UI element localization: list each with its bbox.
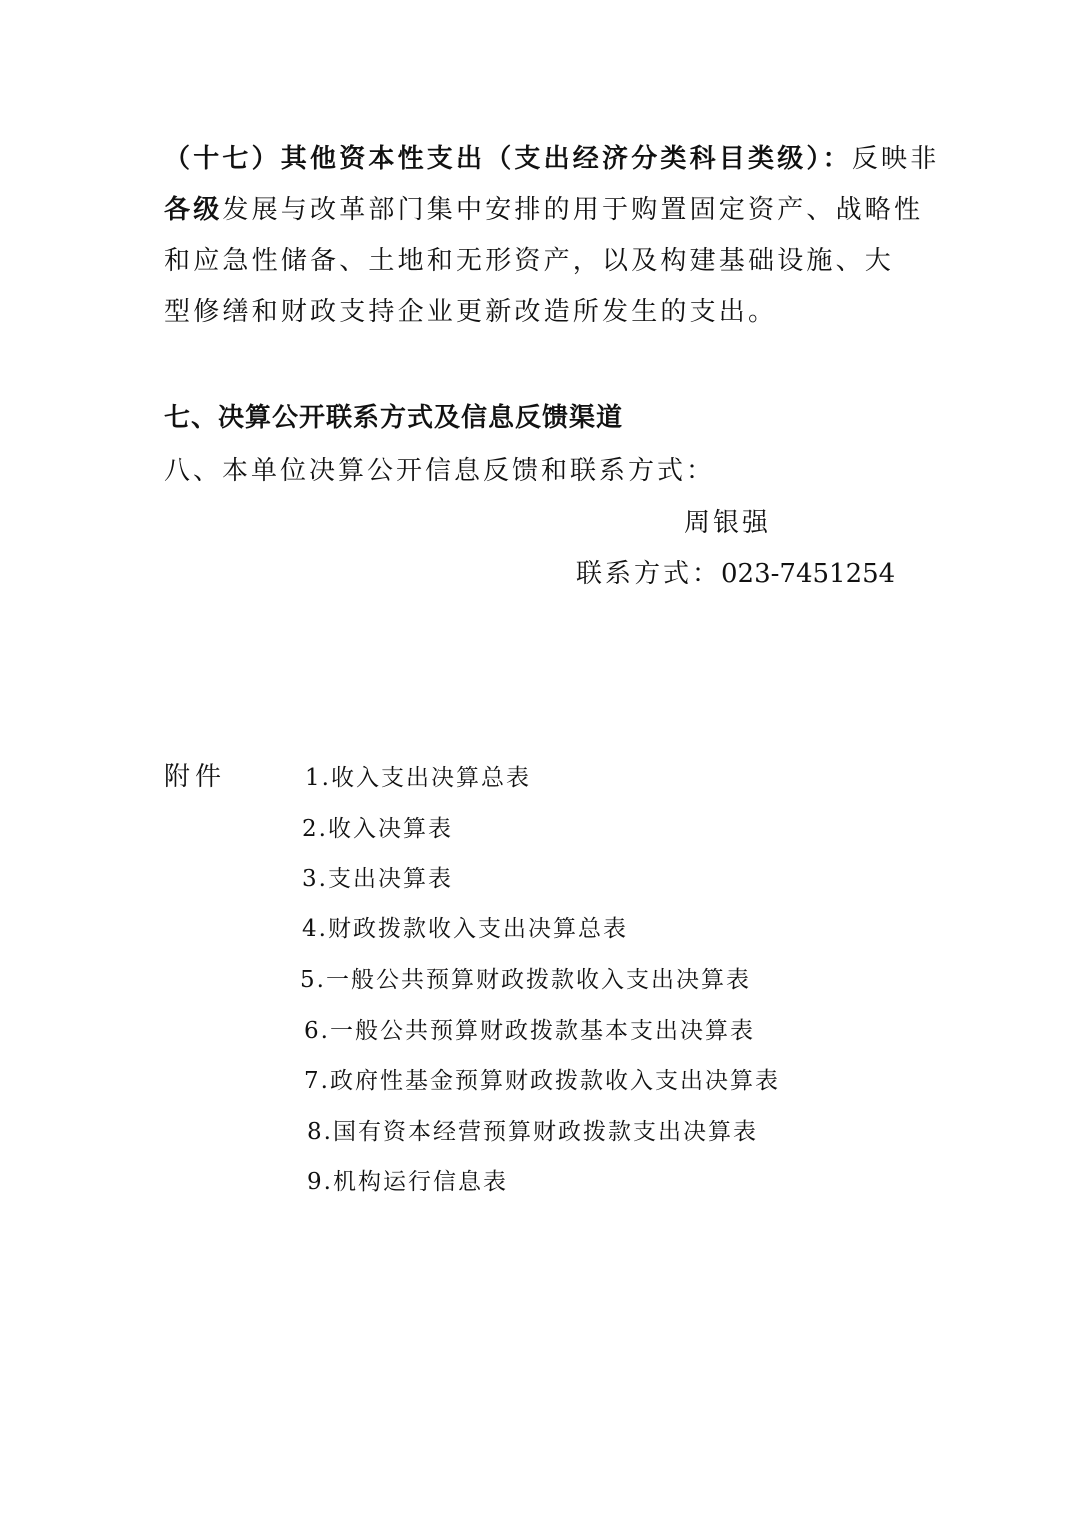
attachment-item: 4.财政拨款收入支出决算总表: [302, 916, 628, 942]
item-title: （十七）其他资本性支出（支出经济分类科目类级）：: [164, 144, 852, 174]
attachment-item: 5.一般公共预算财政拨款收入支出决算表: [300, 967, 751, 993]
paragraph-line-3: 和应急性储备、土地和无形资产，以及构建基础设施、大: [164, 246, 895, 276]
attachments-label: 附件: [164, 762, 227, 792]
attachment-item: 7.政府性基金预算财政拨款收入支出决算表: [304, 1068, 780, 1094]
paragraph-line-4: 型修缮和财政支持企业更新改造所发生的支出。: [164, 297, 778, 327]
attachment-item: 1.收入支出决算总表: [305, 765, 531, 791]
attachment-item: 3.支出决算表: [302, 866, 453, 892]
attachment-item: 6.一般公共预算财政拨款基本支出决算表: [304, 1018, 755, 1044]
contact-label: 联系方式：: [576, 559, 722, 589]
bold-term: 各级: [164, 195, 223, 225]
section-heading: 七、决算公开联系方式及信息反馈渠道: [164, 403, 624, 433]
feedback-line: 八、本单位决算公开信息反馈和联系方式：: [164, 456, 716, 486]
attachment-item: 9.机构运行信息表: [307, 1169, 508, 1195]
contact-phone-line: [576, 558, 895, 590]
paragraph-text: 发展与改革部门集中安排的用于购置固定资产、战略性: [222, 195, 924, 225]
contact-name: 周银强: [684, 508, 772, 538]
paragraph-line-1: [164, 144, 939, 174]
attachment-item: 2.收入决算表: [302, 816, 453, 842]
paragraph-text: 反映非: [851, 144, 940, 174]
attachment-item: 8.国有资本经营预算财政拨款支出决算表: [307, 1119, 758, 1145]
paragraph-line-2: [164, 195, 923, 225]
contact-phone: 023-7451254: [721, 559, 896, 589]
